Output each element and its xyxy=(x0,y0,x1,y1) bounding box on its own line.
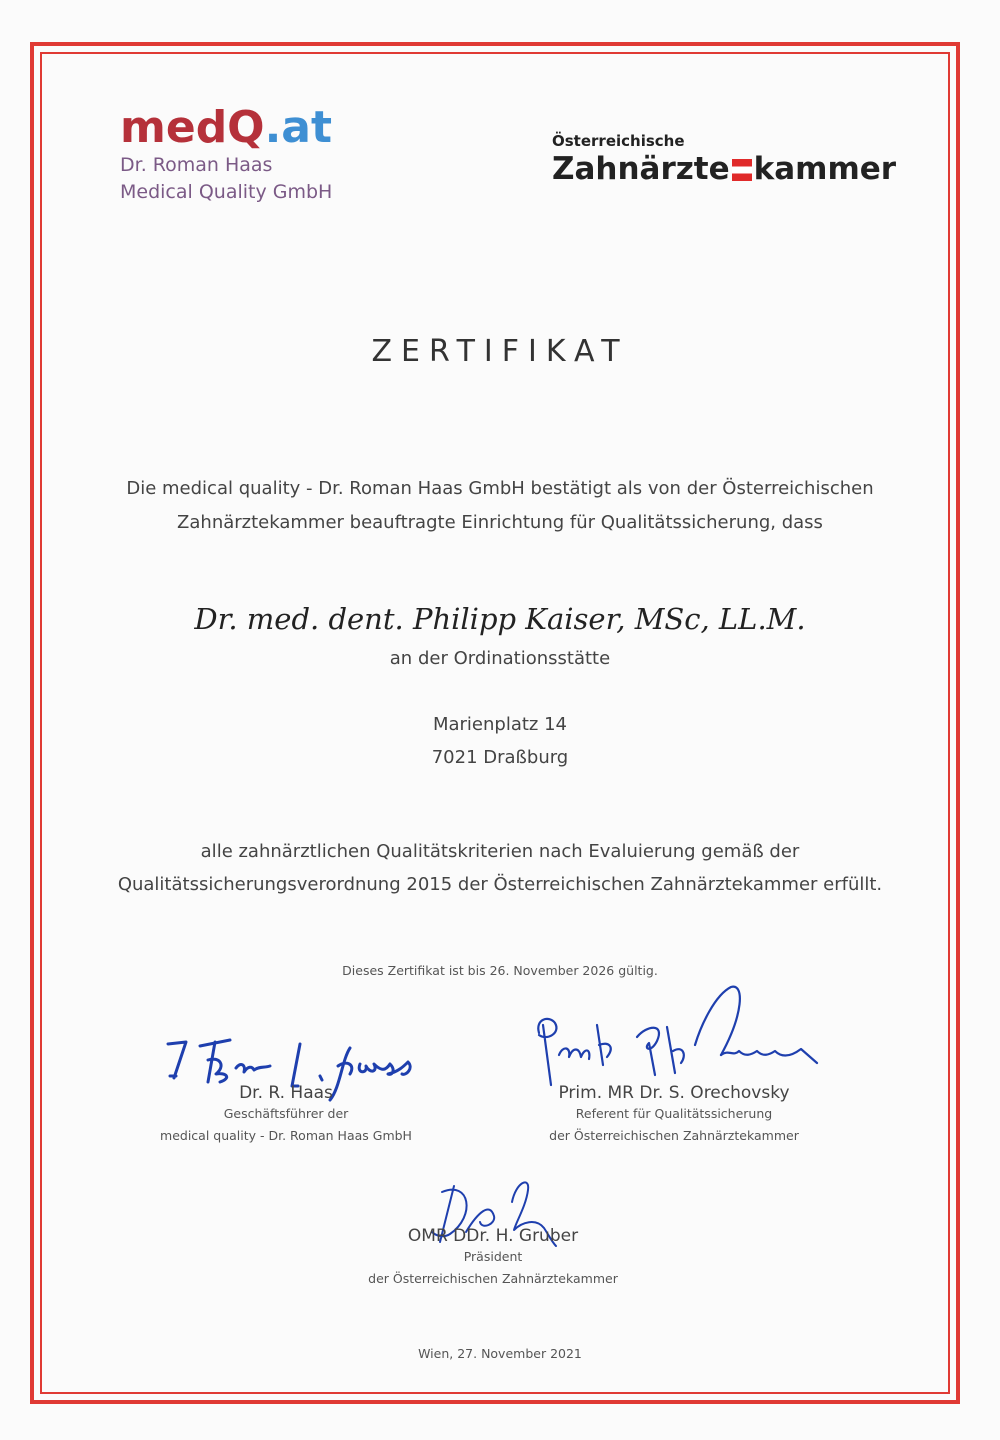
signatory-gruber xyxy=(340,1226,646,1290)
location-intro: an der Ordinationsstätte xyxy=(389,648,611,669)
signatory-orechovsky xyxy=(540,1083,808,1147)
signatory-name: OMR DDr. H. Gruber xyxy=(407,1226,579,1246)
place-date: Wien, 27. November 2021 xyxy=(418,1346,582,1361)
medq-wordmark xyxy=(120,104,332,152)
signatory-role-line1: Präsident xyxy=(463,1249,523,1264)
validity-note: Dieses Zertifikat ist bis 26. November 2026 gültig. xyxy=(342,963,658,978)
zak-logo-part1: Zahnärzte xyxy=(552,151,730,187)
criteria-line-2: Qualitätssicherungsverordnung 2015 der Österreichischen Zahnärztekammer erfüllt. xyxy=(117,874,883,895)
intro-line-2: Zahnärztekammer beauftragte Einrichtung für Qualitätssicherung, dass xyxy=(177,512,823,533)
criteria-line-1: alle zahnärztlichen Qualitätskriterien nach Evaluierung gemäß der xyxy=(200,841,800,862)
zak-logo-top: Österreichische xyxy=(552,132,685,150)
signatory-role-line2: der Österreichischen Zahnärztekammer xyxy=(549,1128,799,1143)
zahnaerztekammer-logo xyxy=(552,132,896,188)
signatory-name: Prim. MR Dr. S. Orechovsky xyxy=(558,1083,790,1103)
recipient-name: Dr. med. dent. Philipp Kaiser, MSc, LL.M. xyxy=(194,602,806,636)
zak-logo-part2: kammer xyxy=(753,151,897,187)
signatory-role-line1: Referent für Qualitätssicherung xyxy=(575,1106,773,1121)
signatory-role-line2: der Österreichischen Zahnärztekammer xyxy=(368,1271,618,1286)
signatory-role-line1: Geschäftsführer der xyxy=(223,1106,349,1121)
intro-line-1: Die medical quality - Dr. Roman Haas GmbH bestätigt als von der Österreichischen xyxy=(126,478,874,499)
signatory-haas xyxy=(150,1083,422,1147)
certificate-title: ZERTIFIKAT xyxy=(371,334,629,369)
austria-flag-icon xyxy=(732,159,752,181)
medq-word-part1: medQ xyxy=(120,102,265,153)
address-line-1: Marienplatz 14 xyxy=(432,714,568,735)
medq-logo xyxy=(120,104,332,206)
address-line-2: 7021 Draßburg xyxy=(431,747,569,768)
medq-line1: Dr. Roman Haas xyxy=(120,154,273,176)
medq-line2: Medical Quality GmbH xyxy=(120,181,333,203)
zak-logo-main xyxy=(552,150,896,188)
medq-word-part2: .at xyxy=(264,102,333,153)
signatory-name: Dr. R. Haas xyxy=(239,1083,333,1103)
signatory-role-line2: medical quality - Dr. Roman Haas GmbH xyxy=(160,1128,412,1143)
signature-orechovsky xyxy=(525,985,825,1095)
